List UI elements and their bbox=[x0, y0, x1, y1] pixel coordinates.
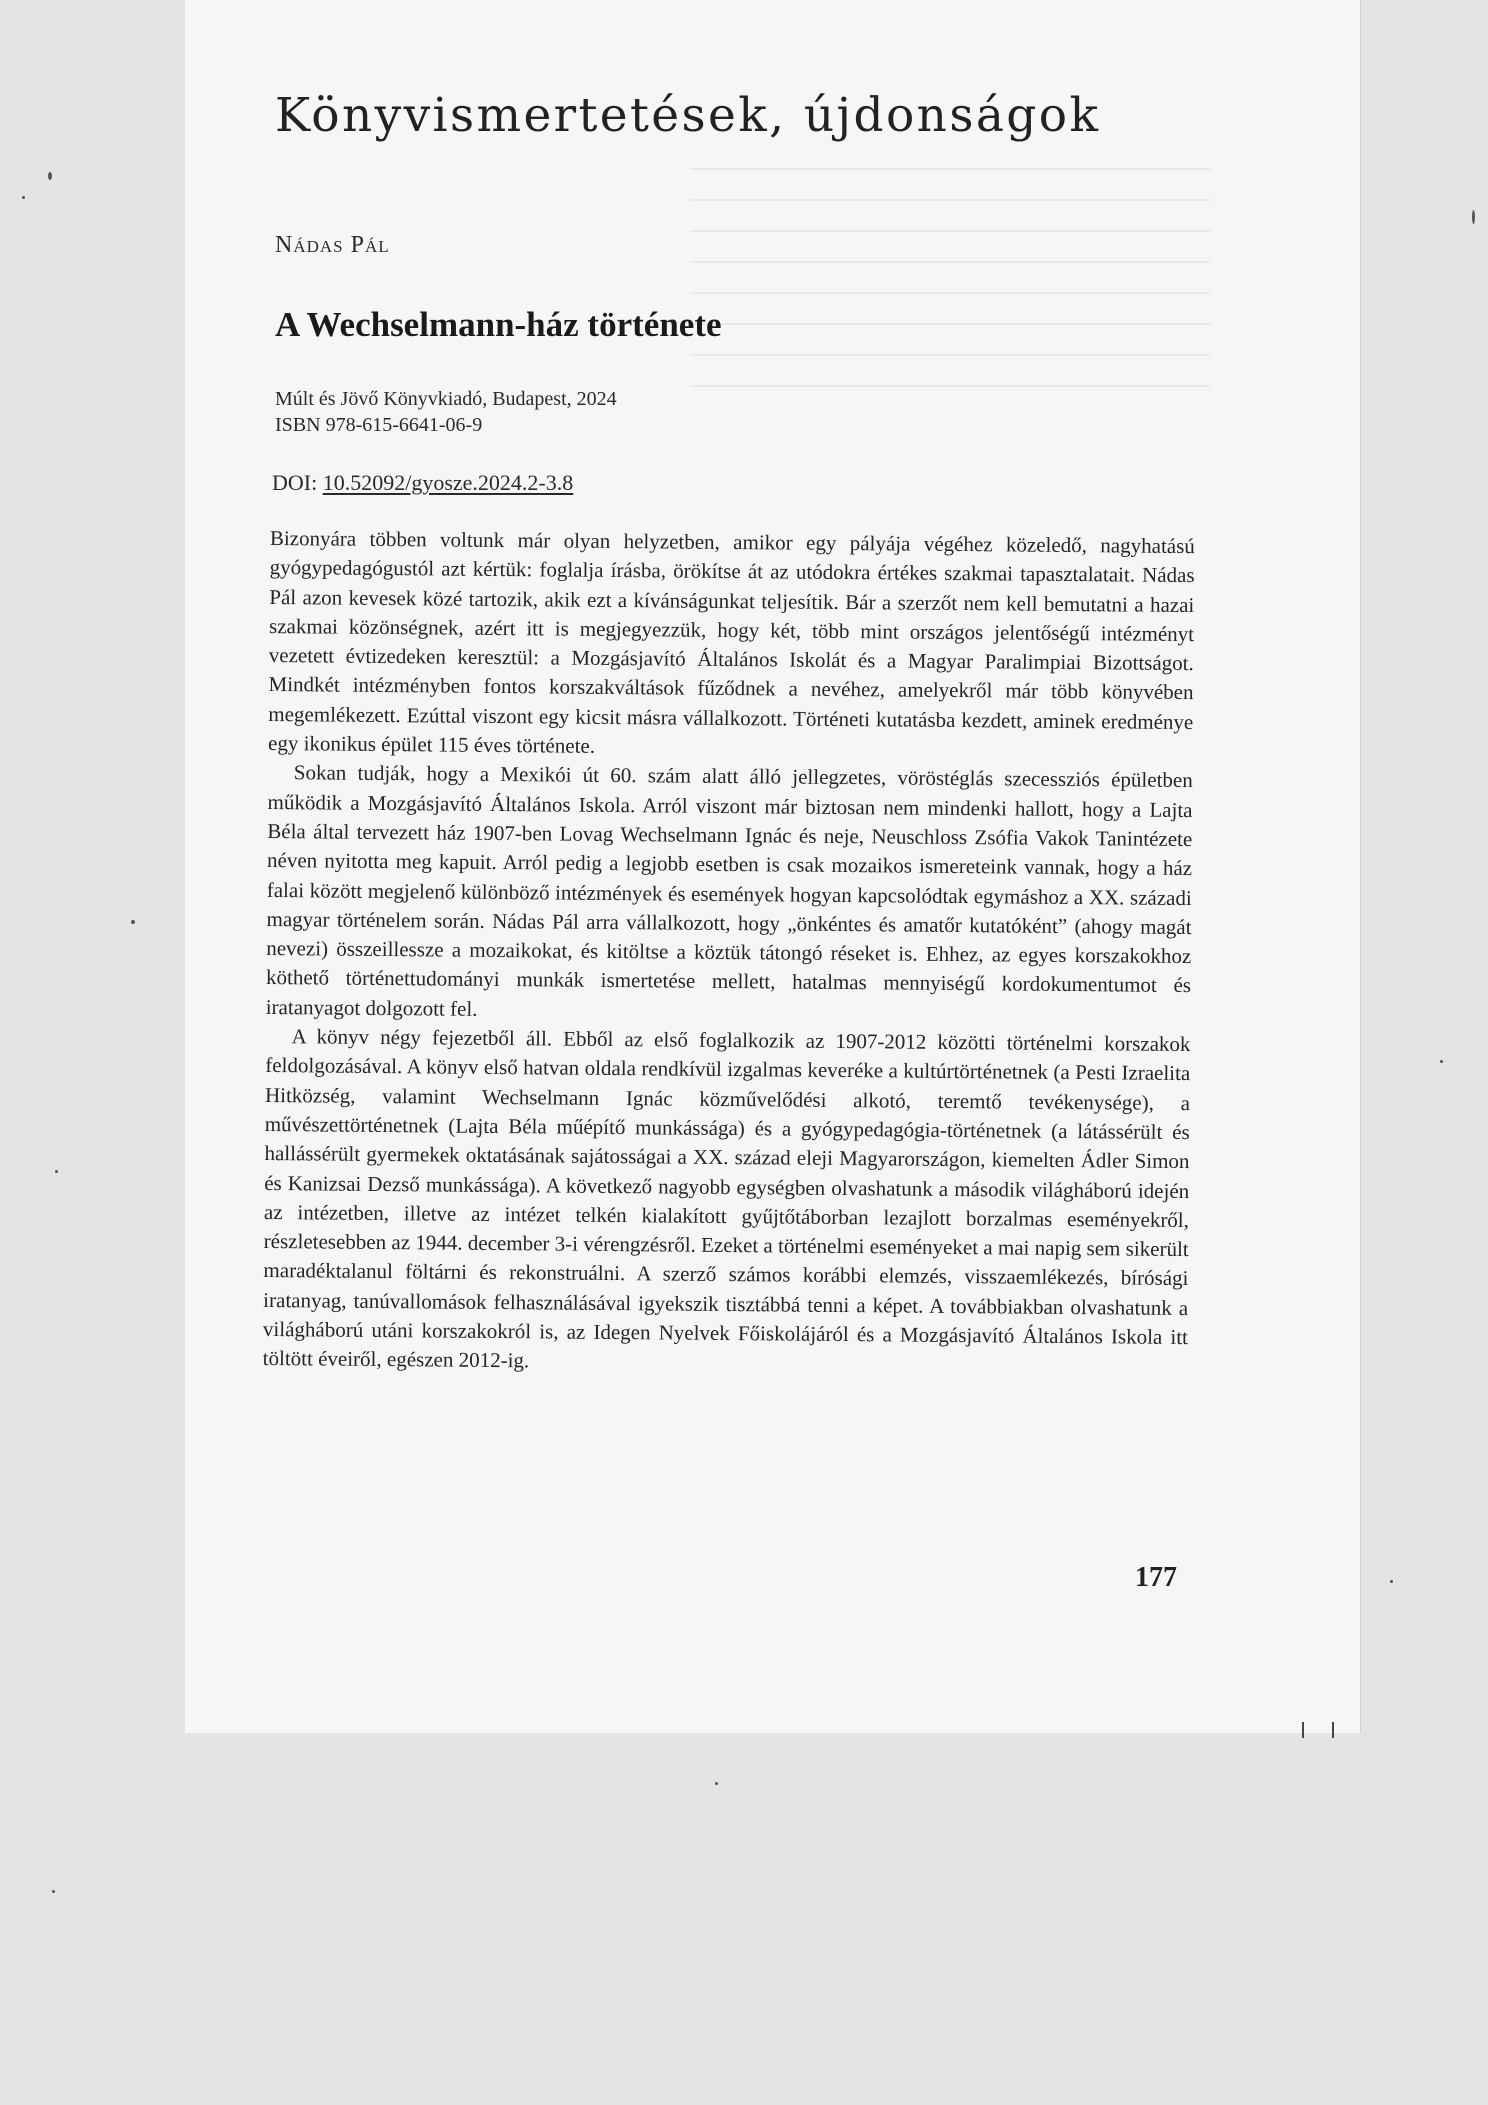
scan-speck bbox=[55, 1170, 58, 1173]
body-paragraph-3: A könyv négy fejezetből áll. Ebből az első foglalkozik az 1907-2012 közötti történelmi korszakok feldolgozásával. A könyv első hatvan oldala rendkívül izgalmas keveréke a kultúrtörténetnek (a Pesti Izraelita Hitközség, valamint Wechselmann Ignác közművelődési alkotó, teremtő tevékenysége), a művészettörténetnek (Lajta Béla műépítő munkássága) és a gyógypedagógia-történetnek (a látássérült és hallássérült gyermekek oktatásának sajátosságai a XX. század eleji Magyarországon, kiemelten Ádler Simon és Kanizsai Dezső munkássága). A következő nagyobb egységben olvashatunk a második világháború idején az intézetben, illetve az intézet telkén kialakított gyűjtőtáborban lezajlott borzalmas eseményekről, részletesebben az 1944. december 3-i vérengzésről. Ezeket a történelmi eseményeket a mai napig sem sikerült maradéktalanul föltárni és rekonstruálni. A szerző számos korábbi elemzés, visszaemlékezés, bírósági iratanyag, tanúvallomások felhasználásával igyekszik tisztábbá tenni a képet. A továbbiakban olvashatunk a világháború utáni korszakokról is, az Idegen Nyelvek Főiskolájáról és a Mozgásjavító Általános Iskola itt töltött éveiről, egészen 2012-ig. bbox=[262, 1024, 1191, 1373]
page-number: 177 bbox=[1135, 1562, 1177, 1593]
isbn-line: ISBN 978-615-6641-06-9 bbox=[275, 414, 483, 436]
scan-speck bbox=[1440, 1060, 1443, 1063]
doi-prefix: DOI: bbox=[272, 470, 323, 495]
scan-speck bbox=[715, 1782, 718, 1785]
article-author: Nádas Pál bbox=[275, 232, 390, 258]
scan-speck bbox=[22, 196, 25, 199]
article-body bbox=[263, 524, 1195, 1382]
publisher-line: Múlt és Jövő Könyvkiadó, Budapest, 2024 bbox=[275, 388, 617, 410]
body-paragraph-1: Bizonyára többen voltunk már olyan helyzetben, amikor egy pályája végéhez közeledő, nagyhatású gyógypedagógustól azt kértük: foglalja írásba, örökítse át az utódokra értékes szakmai tapasztalatait. Nádas Pál azon kevesek közé tartozik, akik ezt a kívánságunkat teljesítik. Bár a szerzőt nem kell bemutatni a hazai szakmai közönségnek, azért itt is megjegyezzük, hogy két, több mint országos jelentőségű intézményt vezetett évtizedeken keresztül: a Mozgásjavító Általános Iskolát és a Magyar Paralimpiai Bizottságot. Mindkét intézményben fontos korszakváltások fűződnek a nevéhez, amelyekről már több könyvében megemlékezett. Ezúttal viszont egy kicsit másra vállalkozott. Történeti kutatásba kezdett, aminek eredménye egy ikonikus épület 115 éves története. bbox=[267, 525, 1195, 758]
scan-speck bbox=[1472, 210, 1475, 224]
scan-mark bbox=[1332, 1722, 1334, 1738]
publication-info bbox=[275, 386, 617, 438]
body-paragraph-2: Sokan tudják, hogy a Mexikói út 60. szám alatt álló jellegzetes, vöröstéglás szecessziós épületben működik a Mozgásjavító Általános Iskola. Arról viszont már biztosan nem mindenki hallott, hogy a Lajta Béla által tervezett ház 1907-ben Lovag Wechselmann Ignác és neje, Neuschloss Zsófia Vakok Tanintézete néven nyitotta meg kapuit. Arról pedig a legjobb esetben is csak mozaikos ismereteink vannak, hogy a ház falai között megjelenő különböző intézmények és események hogyan kapcsolódtak egymáshoz a XX. századi magyar történelem során. Nádas Pál arra vállalkozott, hogy „önkéntes és amatőr kutatóként” (ahogy magát nevezi) összeillessze a mozaikokat, és kitöltse a köztük tátongó réseket is. Ehhez, az egyes korszakokhoz köthető történettudományi munkák ismertetése mellett, hatalmas mennyiségű kordokumentumot és iratanyagot dolgozott fel. bbox=[265, 760, 1193, 1021]
scan-speck bbox=[52, 1890, 55, 1893]
scan-speck bbox=[48, 172, 52, 180]
section-title: Könyvismertetések, újdonságok bbox=[275, 88, 1101, 143]
scan-speck bbox=[131, 920, 135, 924]
scan-speck bbox=[1390, 1580, 1393, 1583]
article-title: A Wechselmann-ház története bbox=[275, 305, 722, 344]
doi-link[interactable]: 10.52092/gyosze.2024.2-3.8 bbox=[322, 470, 574, 495]
scan-mark bbox=[1302, 1722, 1304, 1738]
doi-line bbox=[272, 470, 573, 496]
